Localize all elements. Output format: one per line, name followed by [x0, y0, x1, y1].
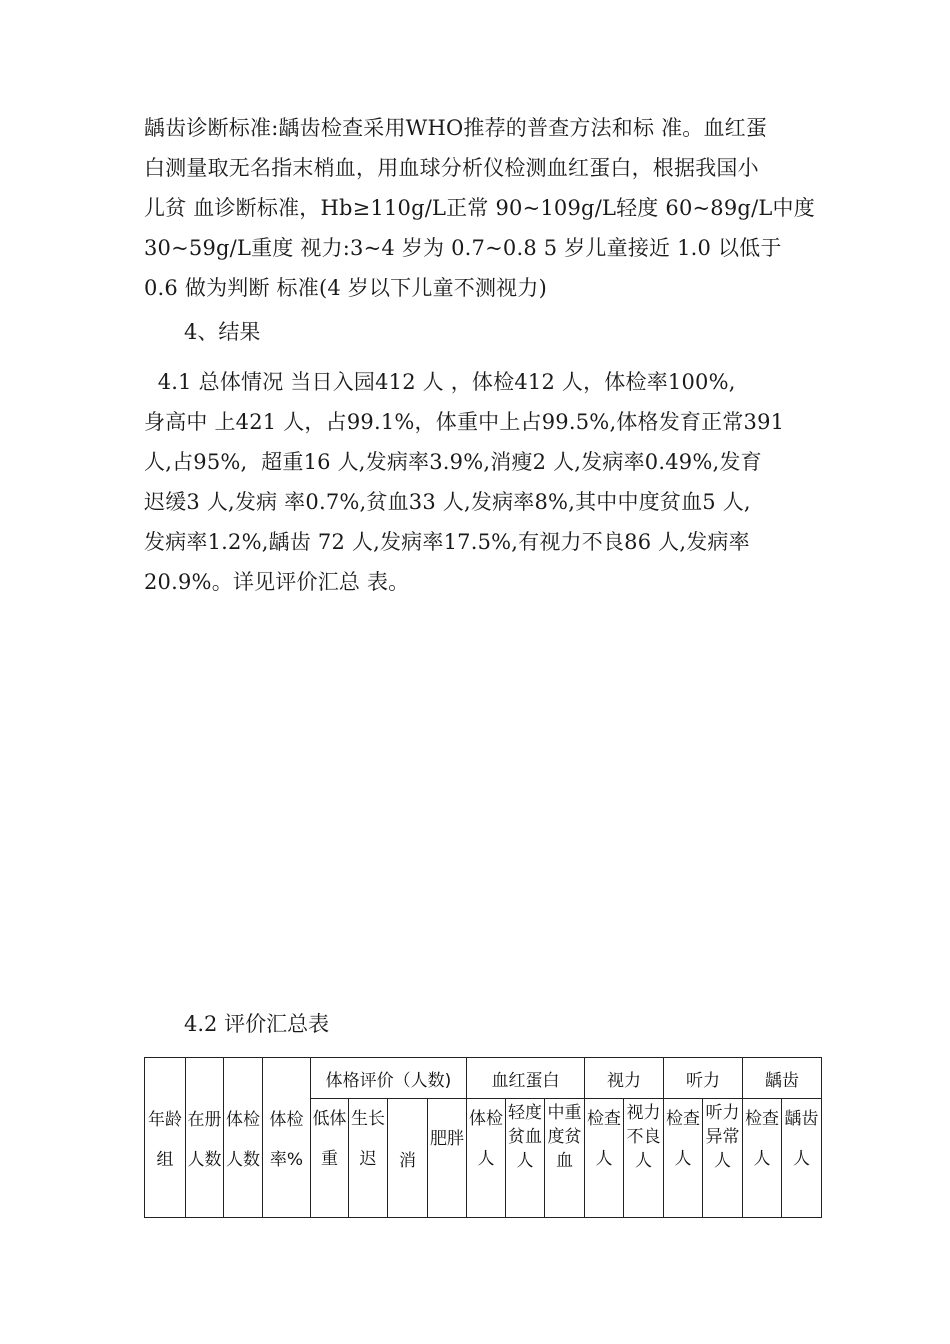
text-line: 发病率1.2%,龋齿 72 人,发病率17.5%,有视力不良86 人,发病率 [144, 530, 750, 554]
subheader-wasting: 消 [388, 1099, 428, 1218]
text-line: 身高中 上421 人，占99.1%，体重中上占99.5%,体格发育正常391 [144, 410, 785, 434]
text-line: 儿贫 血诊断标准，Hb≥110g/L正常 90~109g/L轻度 60~89g/L中度 [144, 196, 815, 220]
table-header-row [145, 1058, 822, 1099]
header-exam-rate: 体检率% [263, 1058, 311, 1218]
subheader-caries-checked: 检查人 [743, 1099, 782, 1218]
header-caries: 龋齿 [743, 1058, 822, 1099]
text-line: 龋齿诊断标准:龋齿检查采用WHO推荐的普查方法和标 准。血红蛋 [144, 116, 768, 140]
header-examined: 体检人数 [224, 1058, 263, 1218]
text-line: 迟缓3 人,发病 率0.7%,贫血33 人,发病率8%,其中中度贫血5 人, [144, 490, 751, 514]
subheader-hb-mild-anemia: 轻度贫血人 [506, 1099, 545, 1218]
text-line: 20.9%。详见评价汇总 表。 [144, 570, 410, 594]
header-vision: 视力 [585, 1058, 664, 1099]
summary-table-heading: 4.2 评价汇总表 [184, 1012, 330, 1036]
text-line: 白测量取无名指末梢血，用血球分析仪检测血红蛋白，根据我国小 [144, 156, 759, 180]
subheader-caries-count: 龋齿人 [782, 1099, 822, 1218]
subheader-obese: 肥胖 [428, 1099, 467, 1218]
evaluation-summary-table [144, 1057, 822, 1218]
subheader-vision-poor: 视力不良人 [624, 1099, 664, 1218]
text-line: 0.6 做为判断 标准(4 岁以下儿童不测视力) [144, 276, 547, 300]
subheader-hearing-abnormal: 听力异常人 [703, 1099, 743, 1218]
subheader-low-weight: 低体重 [311, 1099, 349, 1218]
subheader-hearing-checked: 检查人 [664, 1099, 703, 1218]
header-age-group: 年龄组 [145, 1058, 186, 1218]
text-line: 人,占95%, 超重16 人,发病率3.9%,消瘦2 人,发病率0.49%,发育 [144, 450, 762, 474]
header-hearing: 听力 [664, 1058, 743, 1099]
header-hemoglobin: 血红蛋白 [467, 1058, 585, 1099]
results-heading: 4、结果 [184, 320, 261, 344]
overall-results-paragraph [144, 362, 824, 602]
diagnostic-criteria-paragraph [144, 108, 824, 308]
text-line: 30~59g/L重度 视力:3~4 岁为 0.7~0.8 5 岁儿童接近 1.0 以低于 [144, 236, 782, 260]
header-enrolled: 在册人数 [186, 1058, 224, 1218]
subheader-stunted: 生长迟 [349, 1099, 388, 1218]
subheader-hb-moderate-anemia: 中重度贫血 [545, 1099, 585, 1218]
subheader-hb-examined: 体检人 [467, 1099, 506, 1218]
subheader-vision-checked: 检查人 [585, 1099, 624, 1218]
text-line: 4.1 总体情况 当日入园412 人 ，体检412 人，体检率100%, [144, 370, 736, 394]
header-physique-evaluation: 体格评价（人数) [311, 1058, 467, 1099]
